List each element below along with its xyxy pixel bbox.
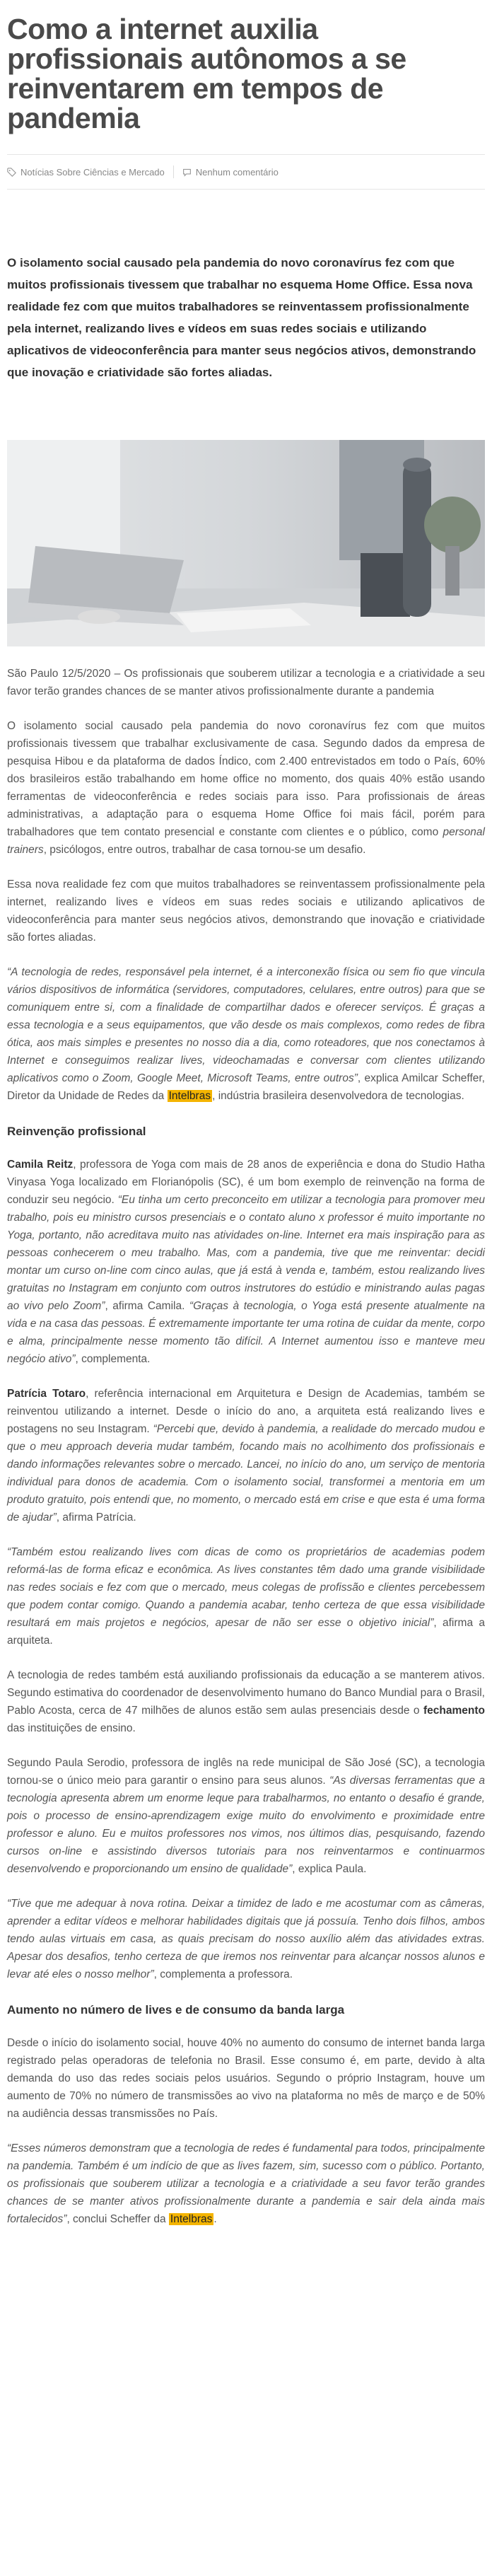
comments-meta: [182, 167, 279, 178]
brand-highlight: Intelbras: [168, 1090, 211, 1102]
heading-reinvencao: Reinvenção profissional: [7, 1125, 146, 1138]
paragraph-conclusao: “Esses números demonstram que a tecnologia de redes é fundamental para todos, principalmente na pandemia. Também é um indício de que as lives fazem, sim, sucesso com o público. Portanto, os profissionais que souberem utilizar a tecnologia e a criatividade a seu favor terão grandes chances de se manter ativos profissionalmente durante a pandemia e sair dela ainda mais fortalecidos”, conclui Scheffer da Intelbras .: [7, 2142, 485, 2225]
paragraph-consumo: Desde o início do isolamento social, houve 40% no aumento do consumo de internet banda larga registrado pelas operadoras de telefonia no Brasil. Esse consumo é, em parte, devido à alta demanda do uso das redes sociais pelos usuários. Segundo o próprio Instagram, houve um aumento de 70% no número de transmissões ao vivo na plataforma no mês de março e de 50% na audiência dessas transmissões no País.: [7, 2037, 485, 2120]
meta-divider: [173, 166, 174, 178]
paragraph-context: O isolamento social causado pela pandemia do novo coronavírus fez com que muitos profissionais tivessem que trabalhar exclusivamente de casa. Segundo dados da empresa de pesquisa Hibou e da plataforma de dados Índico, com 2.400 entrevistados em todo o País, 60% dos brasileiros estão trabalhando em home office no momento, dos quais 40% estão usando ferramentas de videoconferência e redes sociais para isso. Para profissionais de áreas administrativas, a adaptação para o esquema Home Office foi mais fácil, porém para trabalhadores que tem contato presencial e constante com clientes e o público, como personal trainers, psicólogos, entre outros, trabalhar de casa tornou-se um desafio.: [7, 720, 485, 856]
category-meta: [7, 167, 165, 178]
category-link[interactable]: Notícias Sobre Ciências e Mercado: [20, 166, 165, 178]
heading-banda-larga: Aumento no número de lives e de consumo da banda larga: [7, 2003, 345, 2017]
paragraph-patricia: Patrícia Totaro, referência internacional em Arquitetura e Design de Academias, também se reinventou utilizando a internet. Desde o início do ano, a arquiteta está realizando lives e postagens no seu Instagram. “Percebi que, devido à pandemia, a realidade do mercado mudou e que o meu approach deveria mudar também, focando mais no acolhimento dos profissionais e dando informações relevantes sobre o mercado. Lancei, no início do ano, um serviço de mentoria individual para donos de academia. Com o isolamento social, transformei a mentoria em um produto gratuito, pois entendi que, no momento, o mercado está em crise e que esta é uma forma de ajudar”, afirma Patrícia.: [7, 1388, 485, 1524]
photo-illustration: [7, 440, 485, 646]
paragraph-camila: Camila Reitz, professora de Yoga com mais de 28 anos de experiência e dona do Studio Hatha Vinyasa Yoga localizado em Florianópolis (SC), é um bom exemplo de reinvenção na forma de conduzir seu negócio. “Eu tinha um certo preconceito em utilizar a tecnologia para promover meu trabalho, pois eu ministro cursos presenciais e o contato aluno x professor é muito importante no Yoga, portanto, não acreditava muito nas atividades on-line. Internet era mais inspiração para as pessoas conhecerem o meu trabalho. Mas, com a pandemia, tive que me reinventar: decidi montar um curso on-line com cinco aulas, que já está à venda e, também, estou realizando lives gratuitas no Instagram em conjunto com outros instrutores do estúdio e ministrando aulas pagas ao vivo pelo Zoom”, afirma Camila. “Graças à tecnologia, o Yoga está presente atualmente na vida e na casa das pessoas. É extremamente importante ter uma rotina de cuidar da mente, corpo e alma, principalmente nesse momento tão difícil. A Internet aumentou isso e manteve meu negócio ativo”, complementa.: [7, 1159, 485, 1365]
paragraph-lives: “Também estou realizando lives com dicas de como os proprietários de academias podem reformá-las de forma eficaz e econômica. As lives constantes têm dado uma grande visibilidade nas redes sociais e fez com que o mercado, meus colegas de profissão e clientes percebessem que podem contar comigo. Quando a pandemia acabar, tenho certeza de que essa visibilidade resultará em mais projetos e negócios, apesar de não ser esse o objetivo inicial”, afirma a arquiteta.: [7, 1546, 485, 1647]
article: [7, 14, 485, 2228]
paragraph-quote-scheffer: “A tecnologia de redes, responsável pela internet, é a interconexão física ou sem fio que vincula vários dispositivos de informática (servidores, computadores, celulares, entre outros) para que se comuniquem entre si, com a finalidade de compartilhar dados e oferecer serviços. É graças a essa tecnologia e a seus equipamentos, que vão desde os mais complexos, como redes de fibra ótica, aos mais simples e presentes no nosso dia a dia, como roteadores, que nos conectamos à Internet e conseguimos realizar lives, videochamadas e conversar com clientes utilizando aplicativos como o Zoom, Google Meet, Microsoft Teams, entre outros”, explica Amilcar Scheffer, Diretor da Unidade de Redes da Intelbras , indústria brasileira desenvolvedora de tecnologias.: [7, 966, 485, 1102]
paragraph-paula: Segundo Paula Serodio, professora de inglês na rede municipal de São José (SC), a tecnologia tornou-se o único meio para garantir o ensino para seus alunos. “As diversas ferramentas que a tecnologia apresenta abrem um enorme leque para trabalharmos, no entanto o desafio é grande, pois o processo de ensino-aprendizagem exige muito do envolvimento e proximidade entre professor e aluno. Eu e muitos professores nos vimos, nos últimos dias, pesquisando, fazendo cursos on-line e assistindo diversos tutoriais para nos reinventarmos e continuarmos desenvolvendo e proporcionando um ensino de qualidade”, explica Paula.: [7, 1757, 485, 1875]
article-photo: [7, 440, 485, 646]
paragraph-educacao: A tecnologia de redes também está auxiliando profissionais da educação a se manterem ativos. Segundo estimativa do coordenador de desenvolvimento humano do Banco Mundial para o Brasil, Pablo Acosta, cerca de 47 milhões de alunos estão sem aulas presenciais desde o fechamento das instituições de ensino.: [7, 1669, 485, 1734]
paragraph-rotina: “Tive que me adequar à nova rotina. Deixar a timidez de lado e me acostumar com as câmeras, aprender a editar vídeos e melhorar habilidades digitais que já possuía. Tenho dois filhos, ambos tendo aulas virtuais em casa, as quais precisam do nosso auxílio além das atividades extras. Apesar dos desafios, tenho certeza de que iremos nos reinventar para alcançar nossos alunos e levar até eles o nosso melhor”, complementa a professora.: [7, 1898, 485, 1980]
brand-highlight: Intelbras: [170, 2213, 213, 2225]
paragraph-reality: Essa nova realidade fez com que muitos trabalhadores se reinventassem profissionalmente pela internet, realizando lives e vídeos em suas redes sociais e utilizando aplicativos de videoconferência para manter seus negócios ativos, demonstrando que inovação e criatividade são fortes aliadas.: [7, 878, 485, 944]
article-meta: [7, 154, 485, 190]
article-title: Como a internet auxilia profissionais autônomos a se reinventarem em tempos de pandemia: [7, 13, 406, 134]
comment-icon: [182, 168, 192, 177]
article-lead: O isolamento social causado pela pandemia do novo coronavírus fez com que muitos profissionais tivessem que trabalhar no esquema Home Office. Essa nova realidade fez com que muitos trabalhadores se reinventassem profissionalmente pela internet, realizando lives e vídeos em suas redes sociais e utilizando aplicativos de videoconferência para manter seus negócios ativos, demonstrando que inovação e criatividade são fortes aliadas.: [7, 256, 476, 379]
comments-link[interactable]: Nenhum comentário: [195, 166, 279, 178]
paragraph-intro: São Paulo 12/5/2020 – Os profissionais que souberem utilizar a tecnologia e a criatividade a seu favor terão grandes chances de se manter ativos profissionalmente durante a pandemia: [7, 668, 485, 697]
tag-icon: [7, 168, 16, 177]
